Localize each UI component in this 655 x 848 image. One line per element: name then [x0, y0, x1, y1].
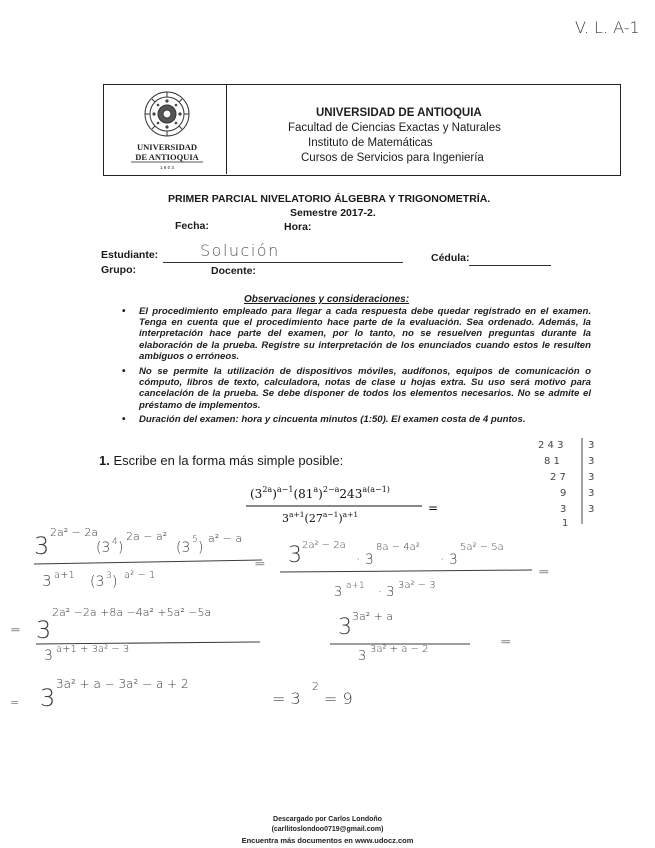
svg-text:3: 3	[288, 543, 302, 568]
svg-text:3: 3	[42, 572, 52, 590]
svg-text:· 3: · 3	[378, 585, 395, 600]
header-divider	[226, 84, 227, 174]
svg-text:=: =	[428, 501, 439, 515]
bullet-1: •	[122, 306, 126, 317]
svg-text:3: 3	[338, 615, 352, 640]
svg-text:=: =	[10, 696, 20, 709]
footer-line-1: Descargado por Carlos Londoño	[273, 816, 382, 823]
institute-name: Instituto de Matemáticas	[308, 137, 433, 149]
svg-text:4: 4	[112, 537, 118, 547]
svg-text:): )	[112, 574, 118, 590]
svg-text:3a+1(27a−1)a+1: $3^{a+1}(27^{a-1})^{a+1}$	[282, 510, 359, 525]
svg-text:8a − 4a²: 8a − 4a²	[376, 542, 420, 553]
svg-text:a+1: a+1	[54, 570, 75, 581]
logo-year: 1 8 0 3	[160, 165, 174, 170]
svg-text:· 3: · 3	[440, 552, 458, 568]
bullet-3: •	[122, 414, 126, 425]
svg-text:2: 2	[312, 680, 319, 693]
svg-text:3: 3	[334, 585, 343, 600]
svg-text:=: =	[500, 634, 512, 650]
svg-text:3a² − 3: 3a² − 3	[398, 580, 436, 591]
svg-text:(32a)a−1(81a)2−a243a(a−1): $(3^{2a})^{a-1}(81^a)^{2-a}243^{a(a-1)}$	[250, 485, 390, 501]
svg-text:= 3: = 3	[272, 689, 301, 708]
svg-text:a+1: a+1	[346, 581, 365, 591]
svg-text:(3: (3	[90, 574, 105, 590]
svg-text:a² − 1: a² − 1	[124, 570, 156, 581]
factorization-work	[530, 436, 610, 528]
svg-text:3: 3	[44, 648, 53, 664]
bullet-2: •	[122, 366, 126, 377]
svg-text:=: =	[538, 564, 550, 580]
hora-label: Hora:	[284, 221, 312, 233]
svg-text:2 7: 2 7	[550, 472, 566, 483]
observations-title: Observaciones y consideraciones:	[244, 294, 410, 305]
university-logo	[125, 88, 209, 172]
logo-text-1: UNIVERSIDAD	[137, 142, 197, 152]
faculty-name: Facultad de Ciencias Exactas y Naturales	[288, 122, 501, 134]
svg-text:3: 3	[34, 532, 50, 560]
estudiante-value: Solución	[200, 241, 280, 260]
question-1-text: Escribe en la forma más simple posible:	[113, 453, 344, 468]
fecha-label: Fecha:	[175, 220, 209, 232]
svg-text:3: 3	[36, 616, 52, 644]
footer-line-3: Encuentra más documentos en www.udocz.com	[241, 836, 414, 845]
svg-text:): )	[198, 540, 204, 556]
svg-text:8 1: 8 1	[544, 456, 560, 467]
svg-text:3: 3	[106, 571, 112, 581]
svg-text:2a − a²: 2a − a²	[126, 530, 168, 543]
svg-text:3: 3	[560, 504, 567, 515]
corner-note: V. L. A-1	[575, 18, 640, 37]
observation-1: El procedimiento empleado para llegar a cada respuesta debe quedar registrado en el examen. Tenga en cuenta que el procedimiento hace parte de la evaluación. Sea ordenado. Además, la interpretación hace parte del examen, por lo tanto, no se resuelven preguntas durante la elaboración de la prueba. Registre su interpretación de los enunciados cuando estos le resulten ambiguos o erróneos.	[139, 306, 591, 362]
svg-text:3a² + a − 2: 3a² + a − 2	[370, 644, 429, 655]
university-name: UNIVERSIDAD DE ANTIOQUIA	[316, 107, 482, 119]
estudiante-label: Estudiante:	[101, 249, 159, 261]
svg-text:2a² − 2a: 2a² − 2a	[302, 540, 346, 551]
handwritten-solution	[0, 520, 655, 720]
exam-title: PRIMER PARCIAL NIVELATORIO ÁLGEBRA Y TRIGONOMETRÍA.	[168, 193, 491, 205]
svg-text:9: 9	[560, 488, 567, 499]
svg-text:· 3: · 3	[356, 552, 374, 568]
svg-text:2a² −2a +8a −4a² +5a² −5a: 2a² −2a +8a −4a² +5a² −5a	[52, 606, 212, 619]
svg-text:3: 3	[588, 456, 595, 467]
svg-text:2a² − 2a: 2a² − 2a	[50, 526, 99, 539]
svg-text:3: 3	[588, 472, 595, 483]
svg-text:3: 3	[358, 649, 367, 664]
docente-label: Docente:	[211, 265, 256, 277]
observation-3: Duración del examen: hora y cincuenta minutos (1:50). El examen costa de 4 puntos.	[139, 414, 526, 425]
grupo-label: Grupo:	[101, 264, 136, 276]
svg-text:(3: (3	[96, 540, 111, 556]
svg-text:3: 3	[40, 684, 56, 712]
svg-text:(3: (3	[176, 540, 191, 556]
svg-text:a² − a: a² − a	[208, 532, 243, 545]
estudiante-line	[163, 262, 403, 263]
svg-text:5: 5	[192, 535, 198, 545]
svg-text:=: =	[254, 556, 266, 572]
exam-semester: Semestre 2017-2.	[290, 207, 376, 219]
svg-text:= 9: = 9	[324, 689, 353, 708]
cedula-line	[469, 265, 551, 266]
svg-text:5a² − 5a: 5a² − 5a	[460, 542, 504, 553]
observation-2: No se permite la utilización de dispositivos móviles, audífonos, equipos de comunicación o cómputo, libros de texto, calculadora, notas de clase u hojas extra. Su uso será motivo para cancelación de la prueba. Se debe disponer de todos los elementos necesarios. No se admite el préstamo de implementos.	[139, 366, 591, 411]
svg-text:3: 3	[588, 504, 595, 515]
svg-text:1: 1	[562, 518, 569, 528]
svg-text:3a² + a: 3a² + a	[352, 610, 394, 623]
question-1	[99, 453, 343, 468]
svg-text:3: 3	[588, 440, 595, 451]
svg-text:): )	[118, 540, 124, 556]
svg-text:a+1 + 3a² − 3: a+1 + 3a² − 3	[56, 644, 130, 655]
svg-text:3: 3	[588, 488, 595, 499]
svg-text:2 4 3: 2 4 3	[538, 440, 564, 451]
svg-text:=: =	[10, 623, 21, 638]
cedula-label: Cédula:	[431, 252, 470, 264]
header-text	[288, 106, 501, 166]
courses-name: Cursos de Servicios para Ingeniería	[301, 152, 484, 164]
question-1-number: 1.	[99, 453, 110, 468]
logo-text-2: DE ANTIOQUIA	[135, 152, 199, 162]
footer-line-2: (carllitoslondoo0719@gmail.com)	[271, 826, 384, 833]
svg-text:3a² + a − 3a² − a + 2: 3a² + a − 3a² − a + 2	[56, 677, 189, 691]
